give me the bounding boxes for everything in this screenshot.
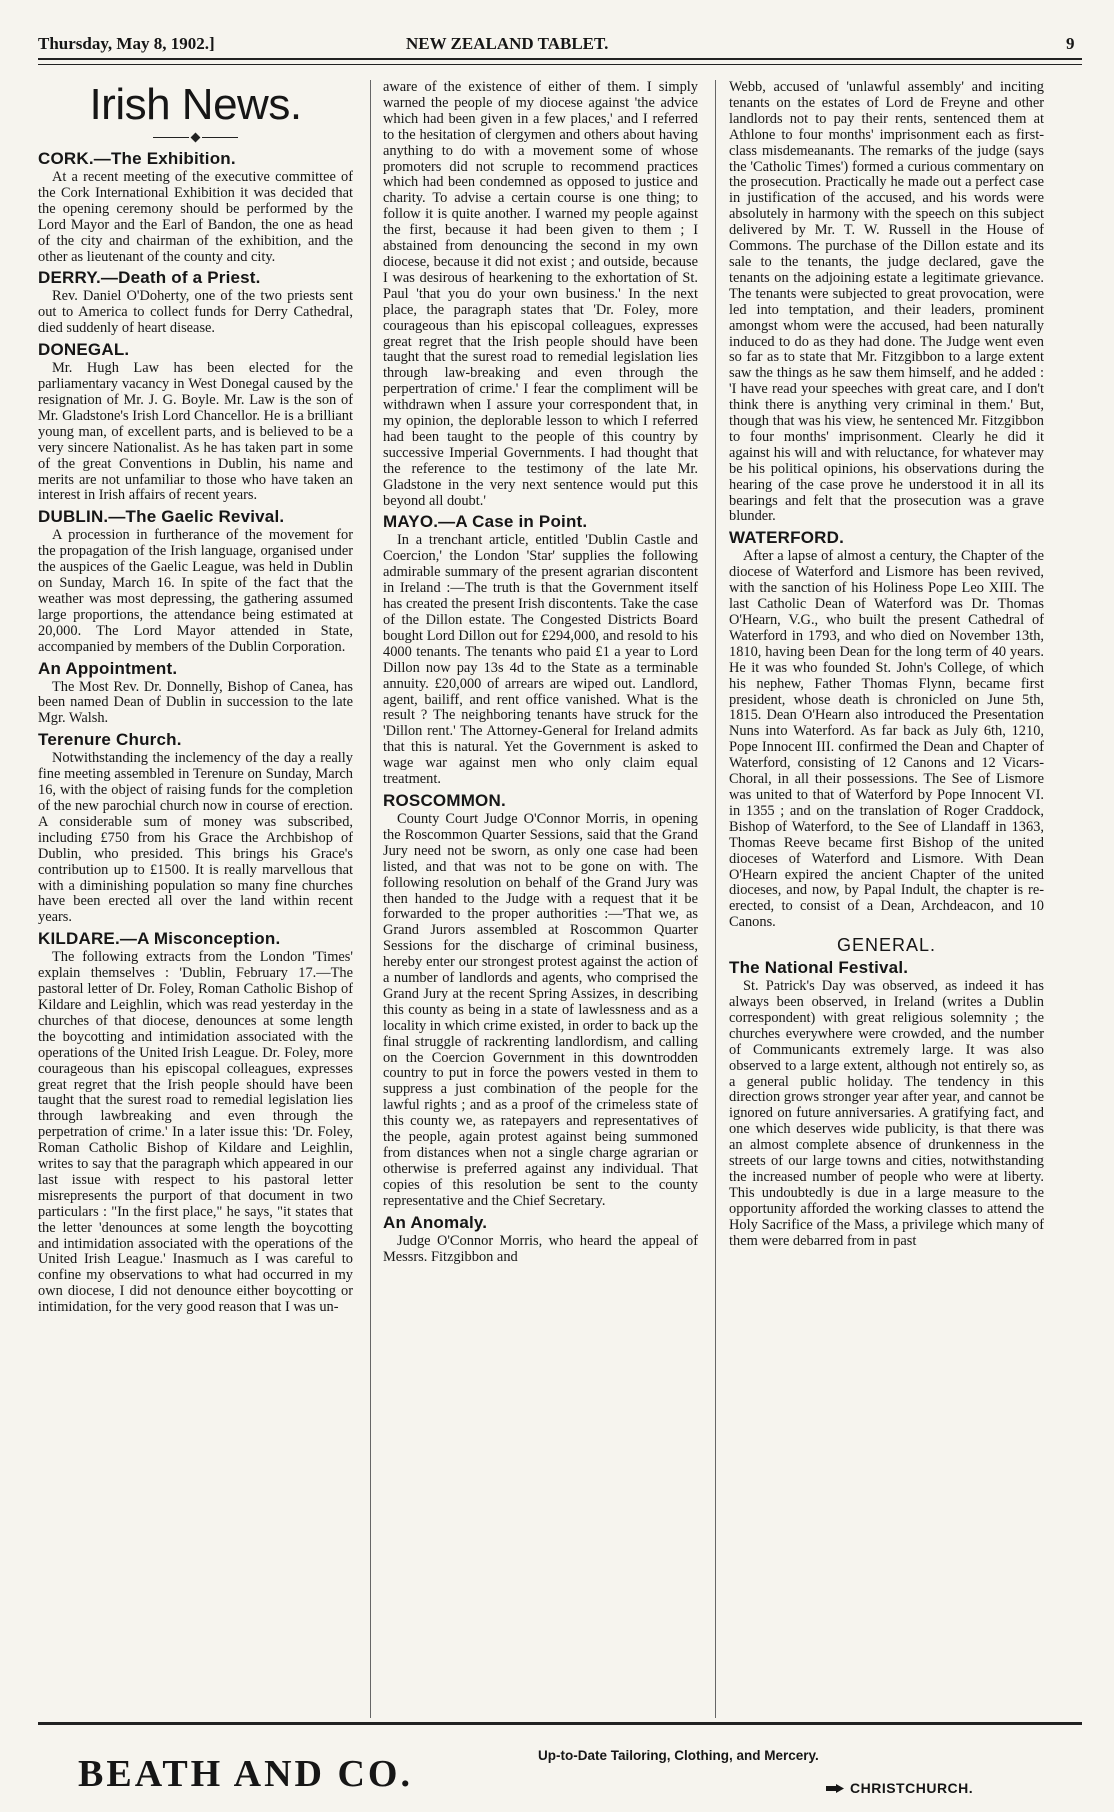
article-paragraph: The following extracts from the London 'Times' explain themselves : 'Dublin, February 17.—The pastoral letter of Dr. Foley, Roman Catholic Bishop of Kildare and Leighlin, which was read yesterday in the churches of that diocese, denounces at some length the boycotting and intimidation associated with the operations of the United Irish League. Dr. Foley, more courageous than his episcopal colleagues, expresses great regret that the Irish people should have been taught that the surest road to remedial legislation lies through lawbreaking and even through the perpetration of crime.' In a later issue this: 'Dr. Foley, Roman Catholic Bishop of Kildare and Leighlin, writes to say that the paragraph which appeared in our last issue with respect to his pastoral letter misrepresents the purport of that document in two particulars : "In the first place," he says, "it states that the letter 'denounces at some length the boycotting and intimidation associated with the operations of the United Irish League.' Inasmuch as I was careful to confine my observations to what had occurred in my own diocese, I did not denounce either boycotting or intimidation, for the very good reason that I was un-: [38, 949, 353, 1316]
advertiser-city-text: CHRISTCHURCH.: [850, 1780, 974, 1796]
section-heading: The National Festival.: [729, 958, 909, 978]
section-title: GENERAL.: [836, 935, 937, 956]
publication-name: NEW ZEALAND TABLET.: [406, 34, 609, 53]
article-paragraph: After a lapse of almost a century, the Chapter of the diocese of Waterford and Lismore has been revived, with the sanction of his Holiness Pope Leo XIII. The last Catholic Dean of Waterford was Dr. Thomas O'Hearn, V.G., who built the present Cathedral of Waterford in 1793, and who died on November 13th, 1810, having been Dean for the long term of 40 years. He it was who founded St. John's College, of which his nephew, Father Thomas Flynn, became first president, whose death is chronicled on June 5th, 1815. Dean O'Hearn also introduced the Presentation Nuns into Waterford. As far back as July 6th, 1210, Pope Innocent III. confirmed the Dean and Chapter of Waterford, consisting of 12 Canons and 12 Vicars-Choral, in all their possessions. The See of Lismore was united to that of Waterford by Pope Innocent VI. in 1355 ; and on the translation of Roger Craddock, Bishop of Waterford, to the See of Llandaff in 1363, Thomas Reeve became first Bishop of the united dioceses of Waterford and Lismore. With Dean O'Hearn expired the ancient Chapter of the united dioceses, and now, by Papal Indult, the chapter is re-erected, to consist of a Dean, Archdeacon, and 10 Canons.: [729, 548, 1044, 931]
page-number: 9: [1066, 34, 1075, 53]
section-heading: DONEGAL.: [38, 340, 130, 360]
section-heading: Terenure Church.: [38, 730, 182, 750]
section-heading: DUBLIN.—The Gaelic Revival.: [38, 507, 285, 527]
footer-rule: [38, 1722, 1082, 1725]
advertisement-footer: [38, 1736, 1082, 1796]
article-paragraph: County Court Judge O'Connor Morris, in opening the Roscommon Quarter Sessions, said that the Grand Jury need not be sworn, as only one case had been listed, and that was not to be gone on with. The following resolution on behalf of the Grand Jury was then handed to the Judge with a request that it be forwarded to the proper authorities :—'That we, as Grand Jurors assembled at Roscommon Quarter Sessions for the discharge of criminal business, hereby enter our strongest protest against the action of a number of landlords and agents, who comprised the Grand Jury at the recent Spring Assizes, in describing this county as being in a state of lawlessness and as a locality in which crime existed, in order to back up the final struggle of rackrenting landlordism, and calling on the Coercion Government in this downtrodden country to put in force the powers vested in them to suppress a just combination of the people for the lawful rights ; and as a proof of the crimeless state of this county we, as ratepayers and representatives of the people, again protest against being summoned from distances when not a single charge agrarian or otherwise is preferred against any individual. That copies of this resolution be sent to the county representative and the Chief Secretary.: [383, 810, 698, 1209]
section-heading: ROSCOMMON.: [383, 790, 506, 810]
article-paragraph: At a recent meeting of the executive committee of the Cork International Exhibition it was decided that the opening ceremony should be performed by the Lord Mayor and the Earl of Bandon, the one as head of the city and chairman of the exhibition, and the other as lieutenant of the county and city.: [38, 169, 353, 265]
section-heading: DERRY.—Death of a Priest.: [38, 268, 261, 288]
article-paragraph: A procession in furtherance of the movement for the propagation of the Irish language, organised under the auspices of the Gaelic League, was held in Dublin on Sunday, March 16. In spite of the fact that the weather was most depressing, the gathering assumed large proportions, the attendance being estimated at 20,000. The Lord Mayor attended in State, accompanied by members of the Dublin Corporation.: [38, 527, 353, 655]
section-heading: An Anomaly.: [383, 1212, 488, 1232]
page-title: Irish News.: [89, 80, 302, 129]
section-heading: KILDARE.—A Misconception.: [38, 929, 281, 949]
column-divider: [715, 80, 716, 1718]
article-paragraph: aware of the existence of either of them. I simply warned the people of my diocese against 'the advice which had been given in a few places,' and I referred to the hesitation of clergymen and others about having anything to do with a movement some of whose promoters did not scruple to recommend practices which had been condemned as opposed to justice and charity. To advise a certain course is one thing; to follow it is quite another. I warned my people against the first, because it had been given to them ; I abstained from denouncing the second in my own diocese, because it did not exist ; and outside, because I was desirous of hearkening to the exhortation of St. Paul 'that you do your own business.' In the next place, the paragraph states that 'Dr. Foley, more courageous than his episcopal colleagues, expresses great regret that the Irish people should have been taught that the surest road to remedial legislation lies through law-breaking and even through the perpertration of crime.' I fear the compliment will be withdrawn when I assure your correspondent that, in my opinion, the deplorable lesson to which I referred had been taught to the people of this country by successive Imperial Governments. I had thought that the reference to the testimony of the late Mr. Gladstone in the very next sentence would put this beyond all doubt.': [383, 80, 698, 509]
column-divider: [370, 80, 371, 1718]
page-header: [38, 30, 1082, 54]
article-paragraph: Rev. Daniel O'Doherty, one of the two priests sent out to America to collect funds for Derry Cathedral, died suddenly of heart disease.: [38, 288, 353, 337]
section-heading: WATERFORD.: [729, 528, 845, 548]
column-1: [38, 80, 353, 1715]
article-paragraph: In a trenchant article, entitled 'Dublin Castle and Coercion,' the London 'Star' supplies the following admirable summary of the present agrarian discontent in Ireland :—The truth is that the Government itself has created the present Irish discontents. Take the case of the Dillon estate. The Congested Districts Board bought Lord Dillon out for £294,000, and resold to his 4000 tenants. The tenants who paid £1 a year to Lord Dillon now pay 13s 4d to the State as a terminable annuity. £20,000 of arrears are wiped out. Landlord, agent, bailiff, and rent office vanished. What is the result ? The neighboring tenants have struck for the 'Dillon rent.' The Attorney-General for Ireland admits that this is natural. Yet the Government is asked to wage war against men who only claim equal treatment.: [383, 532, 698, 788]
column-2: [383, 80, 698, 1715]
article-paragraph: Mr. Hugh Law has been elected for the parliamentary vacancy in West Donegal caused by the resignation of Mr. J. G. Boyle. Mr. Law is the son of Mr. Gladstone's Irish Lord Chancellor. He is a brilliant young man, of excellent parts, and is believed to be a very sincere Nationalist. As he has taken part in some of the great Conventions in Dublin, his name and merits are not unfamiliar to those who have taken an interest in Irish affairs of recent years.: [38, 360, 353, 504]
section-heading: CORK.—The Exhibition.: [38, 149, 236, 168]
section-heading: MAYO.—A Case in Point.: [383, 512, 588, 532]
advertiser-name: BEATH AND CO.: [78, 1753, 413, 1795]
article-paragraph: Judge O'Connor Morris, who heard the appeal of Messrs. Fitzgibbon and: [383, 1232, 698, 1265]
issue-date: Thursday, May 8, 1902.]: [38, 34, 215, 53]
article-paragraph: St. Patrick's Day was observed, as indeed it has always been observed, in Ireland (writes a Dublin correspondent) with great religious solemnity ; the churches everywhere were crowded, and the number of Communicants extremely large. It was also observed to a large extent, although not entirely so, as a general public holiday. The tendency in this direction grows stronger year after year, and cannot be ignored on future anniversaries. A gratifying fact, and one which deserves wide publicity, is that there was an almost complete absence of drunkenness in the streets of our large towns and cities, notwithstanding the increased number of people who were at liberty. This undoubtedly is due in a large measure to the opportunity afforded the working classes to attend the Holy Sacrifice of the Mass, a privilege which many of them were debarred from in past: [729, 978, 1044, 1249]
article-paragraph: Notwithstanding the inclemency of the day a really fine meeting assembled in Terenure on Sunday, March 16, with the object of raising funds for the completion of the new parochial church now in course of erection. A considerable sum of money was subscribed, including £750 from his Grace the Archbishop of Dublin, who presided. This brings his Grace's contribution up to £1500. It is really marvellous that with a diminishing population so many fine churches have been erected all over the land within recent years.: [38, 750, 353, 926]
pointing-hand-icon: [826, 1784, 844, 1793]
column-3: [729, 80, 1044, 1715]
article-paragraph: Webb, accused of 'unlawful assembly' and inciting tenants on the estates of Lord de Freyne and other landlords not to pay their rents, sentenced them at Athlone to four months' imprisonment each as first-class misdemeanants. The remarks of the judge (says the 'Catholic Times') formed a curious commentary on the prosecution. Practically he made out a perfect case in justification of the accused, and his words were absolutely in harmony with the speech on this subject delivered by Mr. T. W. Russell in the House of Commons. The purchase of the Dillon estate and its sale to the tenants, the judge declared, gave the tenants on the adjoining estate a legitimate grievance. The tenants were subjected to great provocation, were led into temptation, and their leaders, prominent amongst whom were the accused, had been naturally induced to do as they had done. The Judge went even so far as to state that Mr. Fitzgibbon to a large extent saw the things as he saw them himself, and he added : 'I have read your speeches with great care, and I don't think there is anything very criminal in them.' But, though that was his view, he sentenced Mr. Fitzgibbon to four months' imprisonment. Clearly he did it against his will and with reluctance, for whatever may be his political opinions, his observations during the hearing of the case prove he understood it in all its bearings and felt that the prosecution was a grave blunder.: [729, 80, 1044, 525]
advertiser-city: [826, 1780, 973, 1796]
header-rule: [38, 58, 1082, 60]
title-ornament: [38, 134, 353, 141]
article-paragraph: The Most Rev. Dr. Donnelly, Bishop of Canea, has been named Dean of Dublin in succession to the late Mgr. Walsh.: [38, 678, 353, 727]
section-heading: An Appointment.: [38, 658, 178, 678]
header-rule-thin: [38, 64, 1082, 65]
advertiser-tagline: Up-to-Date Tailoring, Clothing, and Mercery.: [538, 1748, 819, 1763]
